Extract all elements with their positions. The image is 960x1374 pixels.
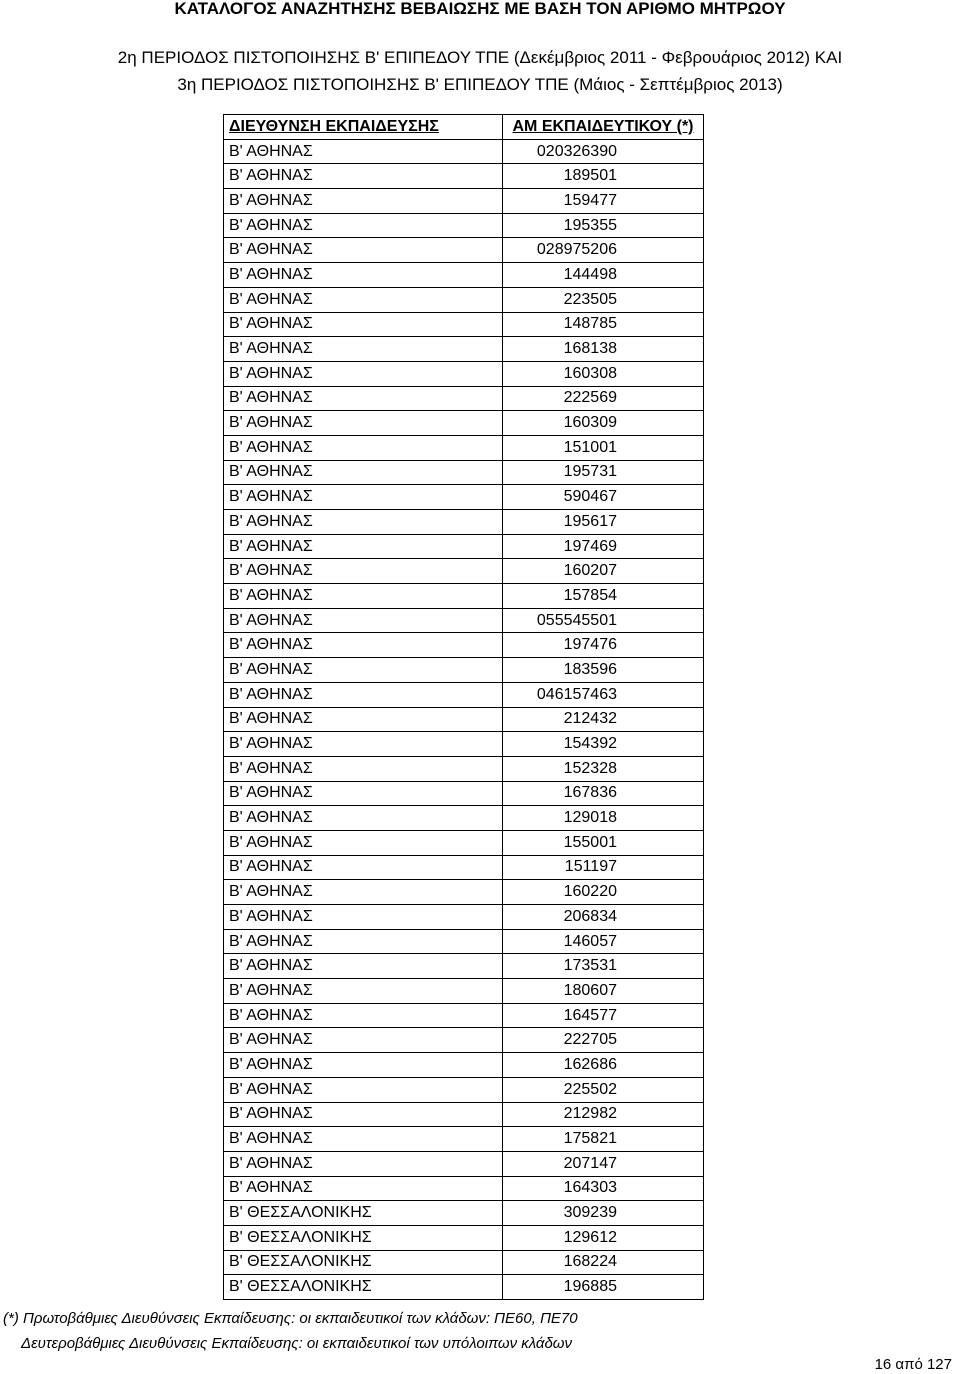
directorate-cell: Β' ΘΕΣΣΑΛΟΝΙΚΗΣ — [224, 1225, 503, 1250]
teacher-id-cell: 207147 — [503, 1151, 704, 1176]
directorate-cell: Β' ΑΘΗΝΑΣ — [224, 1028, 503, 1053]
directorate-cell: Β' ΑΘΗΝΑΣ — [224, 411, 503, 436]
table-row — [224, 929, 704, 954]
teacher-id-cell: 157854 — [503, 584, 704, 609]
table-row — [224, 139, 704, 164]
table-row — [224, 707, 704, 732]
teacher-id-cell: 146057 — [503, 929, 704, 954]
teacher-id-cell: 212432 — [503, 707, 704, 732]
directorate-cell: Β' ΑΘΗΝΑΣ — [224, 559, 503, 584]
table-row — [224, 435, 704, 460]
directorate-cell: Β' ΑΘΗΝΑΣ — [224, 263, 503, 288]
teacher-id-cell: 160308 — [503, 361, 704, 386]
footnote-secondary: Δευτεροβάθμιες Διευθύνσεις Εκπαίδευσης: οι εκπαιδευτικοί των υπόλοιπων κλάδων — [21, 1335, 572, 1352]
directorate-cell: Β' ΑΘΗΝΑΣ — [224, 830, 503, 855]
header-directorate: ΔΙΕΥΘΥΝΣΗ ΕΚΠΑΙΔΕΥΣΗΣ — [224, 115, 503, 140]
certification-table — [223, 114, 704, 1300]
teacher-id-cell: 164577 — [503, 1003, 704, 1028]
teacher-id-cell: 151001 — [503, 435, 704, 460]
teacher-id-cell: 222705 — [503, 1028, 704, 1053]
directorate-cell: Β' ΑΘΗΝΑΣ — [224, 1053, 503, 1078]
teacher-id-cell: 167836 — [503, 781, 704, 806]
table-row — [224, 1102, 704, 1127]
directorate-cell: Β' ΑΘΗΝΑΣ — [224, 435, 503, 460]
table-row — [224, 880, 704, 905]
teacher-id-cell: 155001 — [503, 830, 704, 855]
table-row — [224, 1053, 704, 1078]
table-row — [224, 534, 704, 559]
directorate-cell: Β' ΑΘΗΝΑΣ — [224, 312, 503, 337]
table-row — [224, 1225, 704, 1250]
teacher-id-cell: 173531 — [503, 954, 704, 979]
directorate-cell: Β' ΘΕΣΣΑΛΟΝΙΚΗΣ — [224, 1201, 503, 1226]
table-row — [224, 460, 704, 485]
teacher-id-cell: 055545501 — [503, 608, 704, 633]
teacher-id-cell: 168224 — [503, 1250, 704, 1275]
table-row — [224, 1250, 704, 1275]
table-row — [224, 732, 704, 757]
directorate-cell: Β' ΑΘΗΝΑΣ — [224, 954, 503, 979]
directorate-cell: Β' ΑΘΗΝΑΣ — [224, 658, 503, 683]
table-row — [224, 1028, 704, 1053]
directorate-cell: Β' ΑΘΗΝΑΣ — [224, 781, 503, 806]
teacher-id-cell: 168138 — [503, 337, 704, 362]
table-row — [224, 1176, 704, 1201]
directorate-cell: Β' ΑΘΗΝΑΣ — [224, 534, 503, 559]
teacher-id-cell: 164303 — [503, 1176, 704, 1201]
directorate-cell: Β' ΑΘΗΝΑΣ — [224, 386, 503, 411]
directorate-cell: Β' ΑΘΗΝΑΣ — [224, 1102, 503, 1127]
table-row — [224, 1077, 704, 1102]
table-row — [224, 756, 704, 781]
teacher-id-cell: 590467 — [503, 485, 704, 510]
teacher-id-cell: 129018 — [503, 806, 704, 831]
table-row — [224, 312, 704, 337]
subtitle-line-2: 3η ΠΕΡΙΟΔΟΣ ΠΙΣΤΟΠΟΙΗΣΗΣ Β' ΕΠΙΠΕΔΟΥ ΤΠΕ (Μάιος - Σεπτέμβριος 2013) — [177, 75, 783, 94]
teacher-id-cell: 129612 — [503, 1225, 704, 1250]
directorate-cell: Β' ΑΘΗΝΑΣ — [224, 732, 503, 757]
directorate-cell: Β' ΑΘΗΝΑΣ — [224, 189, 503, 214]
directorate-cell: Β' ΑΘΗΝΑΣ — [224, 361, 503, 386]
page-number: 16 από 127 — [874, 1356, 952, 1373]
table-header-row — [224, 115, 704, 140]
table-row — [224, 213, 704, 238]
teacher-id-cell: 225502 — [503, 1077, 704, 1102]
directorate-cell: Β' ΑΘΗΝΑΣ — [224, 1176, 503, 1201]
table-row — [224, 608, 704, 633]
directorate-cell: Β' ΑΘΗΝΑΣ — [224, 979, 503, 1004]
table-row — [224, 411, 704, 436]
directorate-cell: Β' ΑΘΗΝΑΣ — [224, 238, 503, 263]
table-row — [224, 238, 704, 263]
teacher-id-cell: 148785 — [503, 312, 704, 337]
teacher-id-cell: 197469 — [503, 534, 704, 559]
teacher-id-cell: 151197 — [503, 855, 704, 880]
teacher-id-cell: 046157463 — [503, 682, 704, 707]
directorate-cell: Β' ΘΕΣΣΑΛΟΝΙΚΗΣ — [224, 1250, 503, 1275]
teacher-id-cell: 212982 — [503, 1102, 704, 1127]
directorate-cell: Β' ΑΘΗΝΑΣ — [224, 880, 503, 905]
table-row — [224, 386, 704, 411]
directorate-cell: Β' ΑΘΗΝΑΣ — [224, 682, 503, 707]
teacher-id-cell: 028975206 — [503, 238, 704, 263]
table-body — [224, 139, 704, 1299]
directorate-cell: Β' ΑΘΗΝΑΣ — [224, 139, 503, 164]
table-row — [224, 510, 704, 535]
table-row — [224, 584, 704, 609]
table-row — [224, 658, 704, 683]
table-row — [224, 1201, 704, 1226]
directorate-cell: Β' ΑΘΗΝΑΣ — [224, 806, 503, 831]
table-row — [224, 1275, 704, 1300]
table-row — [224, 633, 704, 658]
table-row — [224, 164, 704, 189]
teacher-id-cell: 309239 — [503, 1201, 704, 1226]
teacher-id-cell: 180607 — [503, 979, 704, 1004]
teacher-id-cell: 162686 — [503, 1053, 704, 1078]
table-row — [224, 806, 704, 831]
directorate-cell: Β' ΘΕΣΣΑΛΟΝΙΚΗΣ — [224, 1275, 503, 1300]
table-row — [224, 559, 704, 584]
teacher-id-cell: 159477 — [503, 189, 704, 214]
teacher-id-cell: 195355 — [503, 213, 704, 238]
teacher-id-cell: 223505 — [503, 287, 704, 312]
teacher-id-cell: 195617 — [503, 510, 704, 535]
teacher-id-cell: 183596 — [503, 658, 704, 683]
directorate-cell: Β' ΑΘΗΝΑΣ — [224, 1003, 503, 1028]
table-row — [224, 485, 704, 510]
teacher-id-cell: 195731 — [503, 460, 704, 485]
teacher-id-cell: 152328 — [503, 756, 704, 781]
directorate-cell: Β' ΑΘΗΝΑΣ — [224, 608, 503, 633]
directorate-cell: Β' ΑΘΗΝΑΣ — [224, 337, 503, 362]
table-row — [224, 361, 704, 386]
teacher-id-cell: 197476 — [503, 633, 704, 658]
directorate-cell: Β' ΑΘΗΝΑΣ — [224, 510, 503, 535]
table-row — [224, 1127, 704, 1152]
directorate-cell: Β' ΑΘΗΝΑΣ — [224, 287, 503, 312]
teacher-id-cell: 175821 — [503, 1127, 704, 1152]
directorate-cell: Β' ΑΘΗΝΑΣ — [224, 213, 503, 238]
footnote-primary: (*) Πρωτοβάθμιες Διευθύνσεις Εκπαίδευσης: οι εκπαιδευτικοί των κλάδων: ΠΕ60, ΠΕ70 — [3, 1310, 578, 1327]
directorate-cell: Β' ΑΘΗΝΑΣ — [224, 905, 503, 930]
table-row — [224, 954, 704, 979]
teacher-id-cell: 160220 — [503, 880, 704, 905]
header-teacher-id: ΑΜ ΕΚΠΑΙΔΕΥΤΙΚΟΥ (*) — [503, 115, 704, 140]
teacher-id-cell: 222569 — [503, 386, 704, 411]
teacher-id-cell: 020326390 — [503, 139, 704, 164]
directorate-cell: Β' ΑΘΗΝΑΣ — [224, 929, 503, 954]
teacher-id-cell: 160309 — [503, 411, 704, 436]
directorate-cell: Β' ΑΘΗΝΑΣ — [224, 1127, 503, 1152]
teacher-id-cell: 189501 — [503, 164, 704, 189]
teacher-id-cell: 154392 — [503, 732, 704, 757]
table-row — [224, 1003, 704, 1028]
table-row — [224, 979, 704, 1004]
table-row — [224, 263, 704, 288]
table-row — [224, 337, 704, 362]
teacher-id-cell: 206834 — [503, 905, 704, 930]
table-row — [224, 855, 704, 880]
teacher-id-cell: 196885 — [503, 1275, 704, 1300]
table-row — [224, 682, 704, 707]
table-row — [224, 781, 704, 806]
teacher-id-cell: 144498 — [503, 263, 704, 288]
table-row — [224, 830, 704, 855]
teacher-id-cell: 160207 — [503, 559, 704, 584]
directorate-cell: Β' ΑΘΗΝΑΣ — [224, 633, 503, 658]
subtitle-line-1: 2η ΠΕΡΙΟΔΟΣ ΠΙΣΤΟΠΟΙΗΣΗΣ Β' ΕΠΙΠΕΔΟΥ ΤΠΕ (Δεκέμβριος 2011 - Φεβρουάριος 2012) ΚΑΙ — [117, 48, 843, 67]
directorate-cell: Β' ΑΘΗΝΑΣ — [224, 485, 503, 510]
directorate-cell: Β' ΑΘΗΝΑΣ — [224, 855, 503, 880]
directorate-cell: Β' ΑΘΗΝΑΣ — [224, 756, 503, 781]
table-row — [224, 189, 704, 214]
directorate-cell: Β' ΑΘΗΝΑΣ — [224, 1077, 503, 1102]
directorate-cell: Β' ΑΘΗΝΑΣ — [224, 164, 503, 189]
directorate-cell: Β' ΑΘΗΝΑΣ — [224, 1151, 503, 1176]
table-row — [224, 1151, 704, 1176]
directorate-cell: Β' ΑΘΗΝΑΣ — [224, 460, 503, 485]
table-row — [224, 287, 704, 312]
directorate-cell: Β' ΑΘΗΝΑΣ — [224, 584, 503, 609]
table-row — [224, 905, 704, 930]
directorate-cell: Β' ΑΘΗΝΑΣ — [224, 707, 503, 732]
page-title: ΚΑΤΑΛΟΓΟΣ ΑΝΑΖΗΤΗΣΗΣ ΒΕΒΑΙΩΣΗΣ ΜΕ ΒΑΣΗ ΤΟΝ ΑΡΙΘΜΟ ΜΗΤΡΩΟΥ — [174, 0, 786, 18]
